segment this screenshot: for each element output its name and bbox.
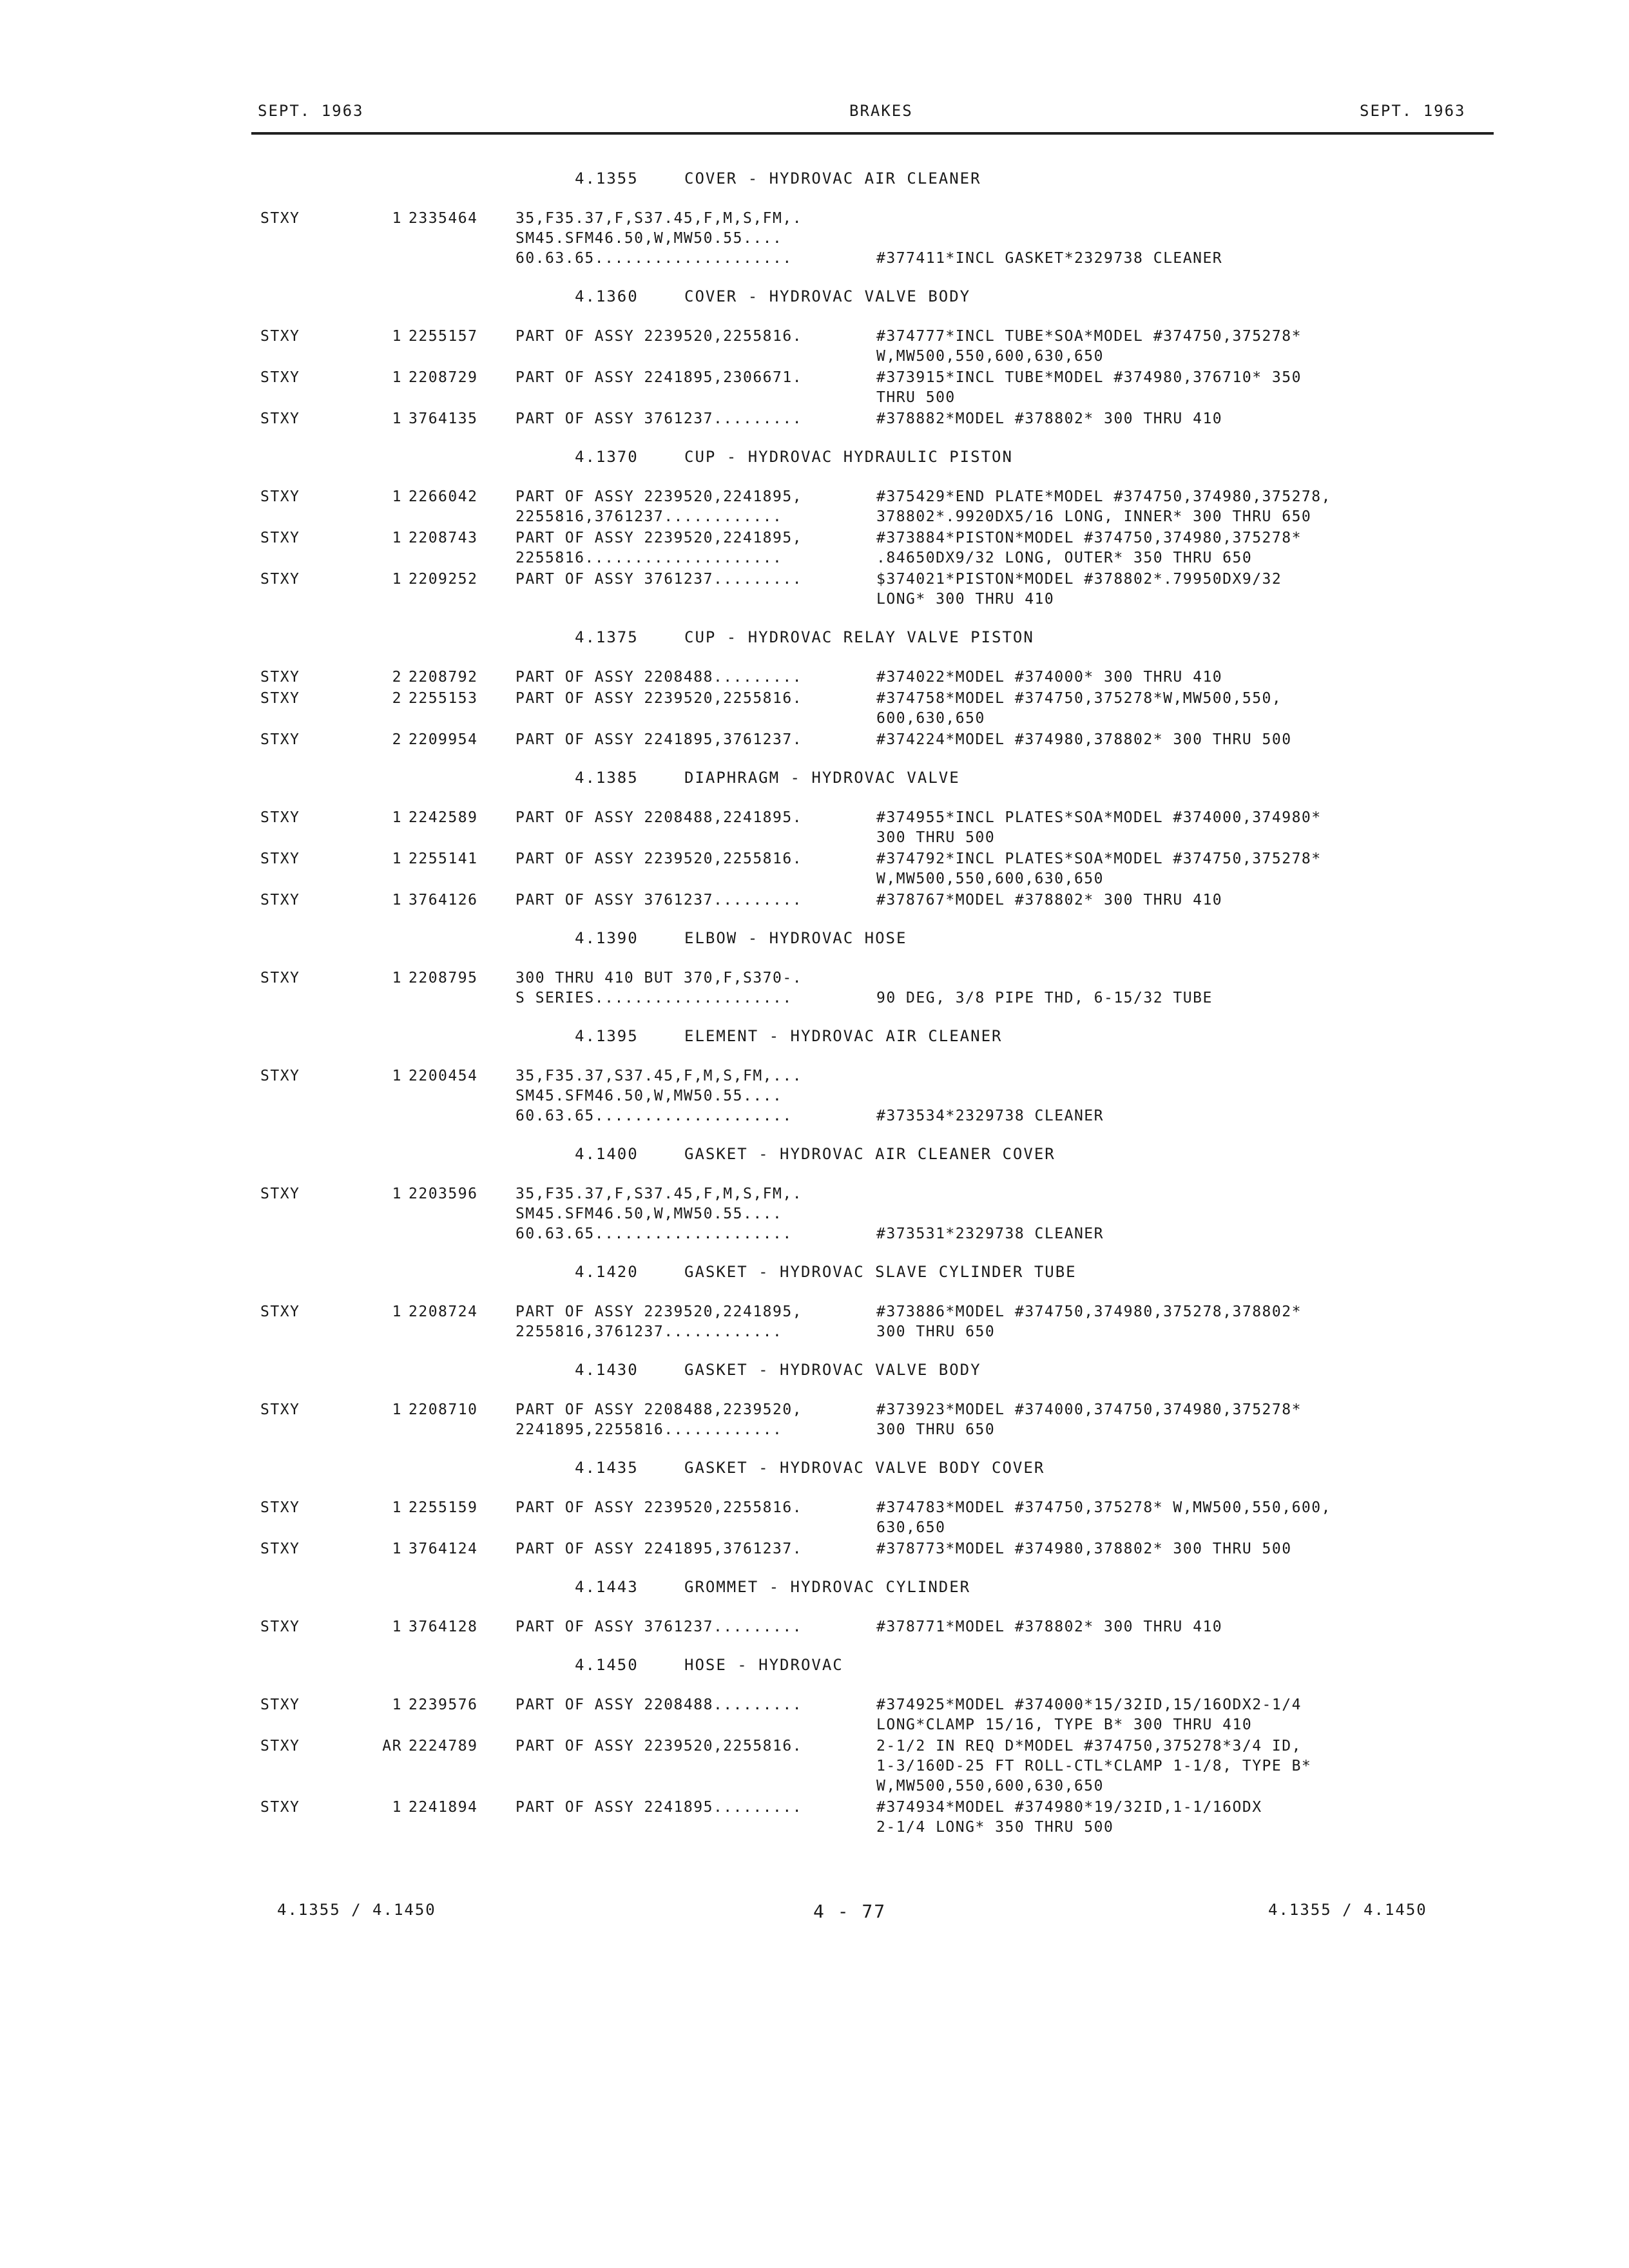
application-line: 35,F35.37,F,S37.45,F,M,S,FM,. xyxy=(516,1186,803,1202)
part-number: 2255141 xyxy=(409,850,478,867)
part-number: 2242589 xyxy=(409,809,478,826)
quantity: 1 xyxy=(392,571,402,588)
description-line xyxy=(876,1204,1104,1224)
description xyxy=(876,528,1302,568)
part-row xyxy=(0,570,1629,610)
application-line: 60.63.65.................... xyxy=(516,250,793,267)
description xyxy=(876,327,1302,367)
section-title: COVER - HYDROVAC AIR CLEANER xyxy=(684,169,981,187)
application-line: S SERIES.................... xyxy=(516,990,793,1006)
description-line: 600,630,650 xyxy=(876,710,985,727)
part-row xyxy=(0,528,1629,568)
section-heading xyxy=(575,1019,1629,1053)
part-row xyxy=(0,1498,1629,1538)
description xyxy=(876,849,1322,889)
part-number: 2200454 xyxy=(409,1068,478,1084)
application-line: PART OF ASSY 2239520,2241895, xyxy=(516,530,803,546)
section xyxy=(0,760,1629,921)
application-line: 300 THRU 410 BUT 370,F,S370-. xyxy=(516,970,803,986)
vehicle-code: STXY xyxy=(260,530,300,546)
section-spacer xyxy=(0,1128,1629,1137)
section-number: 4.1375 xyxy=(575,628,639,646)
part-number: 2208724 xyxy=(409,1303,478,1320)
section xyxy=(0,1352,1629,1450)
quantity: 2 xyxy=(392,690,402,707)
description-line: #375429*END PLATE*MODEL #374750,374980,375278, xyxy=(876,488,1331,505)
header-right-date: SEPT. 1963 xyxy=(1360,102,1466,120)
description-line: W,MW500,550,600,630,650 xyxy=(876,1778,1104,1794)
part-number: 2208743 xyxy=(409,530,478,546)
part-row xyxy=(0,968,1629,1008)
section-title: COVER - HYDROVAC VALVE BODY xyxy=(684,287,971,305)
description-line: LONG*CLAMP 15/16, TYPE B* 300 THRU 410 xyxy=(876,1716,1253,1733)
section-title: GASKET - HYDROVAC VALVE BODY COVER xyxy=(684,1459,1045,1477)
section xyxy=(0,1450,1629,1570)
section-heading xyxy=(575,760,1629,795)
section xyxy=(0,439,1629,620)
description xyxy=(876,1302,1302,1342)
part-row xyxy=(0,689,1629,729)
application-line: 60.63.65.................... xyxy=(516,1225,793,1242)
part-number: 2255159 xyxy=(409,1499,478,1516)
description-line: #373884*PISTON*MODEL #374750,374980,375278* xyxy=(876,530,1302,546)
part-number: 2241894 xyxy=(409,1799,478,1816)
footer-right-range: 4.1355 / 4.1450 xyxy=(1268,1901,1427,1919)
description-line xyxy=(876,229,1222,249)
section xyxy=(0,1648,1629,1848)
section-heading xyxy=(575,1137,1629,1171)
header-title: BRAKES xyxy=(849,102,913,120)
quantity: 1 xyxy=(392,1696,402,1713)
description xyxy=(876,1498,1331,1538)
part-row xyxy=(0,368,1629,408)
footer-left-range: 4.1355 / 4.1450 xyxy=(277,1901,436,1919)
quantity: 1 xyxy=(392,1799,402,1816)
section-spacer xyxy=(0,611,1629,620)
application-line: 35,F35.37,F,S37.45,F,M,S,FM,. xyxy=(516,210,803,227)
description xyxy=(876,808,1322,848)
application-line: PART OF ASSY 3761237......... xyxy=(516,410,803,427)
description-line: #378771*MODEL #378802* 300 THRU 410 xyxy=(876,1619,1223,1635)
application-line: 2255816.................... xyxy=(516,550,783,566)
section-spacer xyxy=(0,1839,1629,1848)
part-number: 2208795 xyxy=(409,970,478,986)
section-number: 4.1400 xyxy=(575,1145,639,1163)
description-line: 300 THRU 650 xyxy=(876,1421,996,1438)
description-line: #374783*MODEL #374750,375278* W,MW500,550,600, xyxy=(876,1499,1331,1516)
description-line: W,MW500,550,600,630,650 xyxy=(876,870,1104,887)
description-line xyxy=(876,1066,1104,1086)
description-line: LONG* 300 THRU 410 xyxy=(876,591,1055,608)
description-line: 378802*.9920DX5/16 LONG, INNER* 300 THRU 650 xyxy=(876,508,1312,525)
section-heading xyxy=(575,921,1629,956)
description-line xyxy=(876,209,1222,229)
vehicle-code: STXY xyxy=(260,809,300,826)
application-line: PART OF ASSY 2239520,2255816. xyxy=(516,328,803,345)
part-row xyxy=(0,890,1629,910)
part-row xyxy=(0,1184,1629,1244)
part-row xyxy=(0,1695,1629,1735)
section-title: GROMMET - HYDROVAC CYLINDER xyxy=(684,1578,971,1596)
application-line: PART OF ASSY 2239520,2255816. xyxy=(516,850,803,867)
vehicle-code: STXY xyxy=(260,970,300,986)
description-line xyxy=(876,1086,1104,1106)
quantity: AR xyxy=(382,1738,402,1754)
part-row xyxy=(0,1302,1629,1342)
vehicle-code: STXY xyxy=(260,850,300,867)
application-line: PART OF ASSY 2208488......... xyxy=(516,669,803,686)
description-line: W,MW500,550,600,630,650 xyxy=(876,348,1104,365)
part-number: 2203596 xyxy=(409,1186,478,1202)
quantity: 1 xyxy=(392,328,402,345)
part-number: 2208710 xyxy=(409,1401,478,1418)
description-line: #378773*MODEL #374980,378802* 300 THRU 500 xyxy=(876,1541,1292,1557)
part-number: 2255157 xyxy=(409,328,478,345)
vehicle-code: STXY xyxy=(260,210,300,227)
vehicle-code: STXY xyxy=(260,488,300,505)
vehicle-code: STXY xyxy=(260,1619,300,1635)
application-line: PART OF ASSY 2239520,2255816. xyxy=(516,1738,803,1754)
description-line: #374934*MODEL #374980*19/32ID,1-1/16ODX xyxy=(876,1799,1262,1816)
section xyxy=(0,1254,1629,1352)
application-line: PART OF ASSY 2241895,3761237. xyxy=(516,731,803,748)
quantity: 1 xyxy=(392,850,402,867)
description-line: #374224*MODEL #374980,378802* 300 THRU 500 xyxy=(876,731,1292,748)
section-spacer xyxy=(0,912,1629,921)
section-spacer xyxy=(0,1561,1629,1570)
section-number: 4.1450 xyxy=(575,1656,639,1674)
part-number: 2239576 xyxy=(409,1696,478,1713)
part-row xyxy=(0,487,1629,527)
description xyxy=(876,1798,1262,1838)
vehicle-code: STXY xyxy=(260,690,300,707)
description-line: #373531*2329738 CLEANER xyxy=(876,1225,1104,1242)
part-number: 2208792 xyxy=(409,669,478,686)
description xyxy=(876,1184,1104,1244)
vehicle-code: STXY xyxy=(260,892,300,908)
section-title: GASKET - HYDROVAC VALVE BODY xyxy=(684,1361,981,1379)
quantity: 1 xyxy=(392,1541,402,1557)
section-heading xyxy=(575,1254,1629,1289)
section-heading xyxy=(575,1450,1629,1485)
section xyxy=(0,1137,1629,1254)
section-spacer xyxy=(0,1343,1629,1352)
part-row xyxy=(0,1400,1629,1440)
description-line: #374022*MODEL #374000* 300 THRU 410 xyxy=(876,669,1223,686)
part-number: 3764135 xyxy=(409,410,478,427)
description xyxy=(876,570,1282,610)
vehicle-code: STXY xyxy=(260,571,300,588)
section-number: 4.1360 xyxy=(575,287,639,305)
section-title: ELBOW - HYDROVAC HOSE xyxy=(684,929,907,947)
part-row xyxy=(0,730,1629,750)
application-line: SM45.SFM46.50,W,MW50.55.... xyxy=(516,1088,783,1104)
section-heading xyxy=(575,620,1629,655)
section-title: DIAPHRAGM - HYDROVAC VALVE xyxy=(684,769,960,787)
part-number: 2266042 xyxy=(409,488,478,505)
vehicle-code: STXY xyxy=(260,669,300,686)
part-row xyxy=(0,1798,1629,1838)
application-line: 2255816,3761237............ xyxy=(516,1323,783,1340)
header-left-date: SEPT. 1963 xyxy=(258,102,364,120)
quantity: 1 xyxy=(392,1068,402,1084)
application-line: PART OF ASSY 3761237......... xyxy=(516,1619,803,1635)
description xyxy=(876,409,1222,429)
header-rule xyxy=(251,132,1494,135)
description-line: .84650DX9/32 LONG, OUTER* 350 THRU 650 xyxy=(876,550,1253,566)
description-line: #373534*2329738 CLEANER xyxy=(876,1108,1104,1124)
description-line: #374792*INCL PLATES*SOA*MODEL #374750,375278* xyxy=(876,850,1322,867)
description xyxy=(876,1066,1104,1126)
section-heading xyxy=(575,161,1629,196)
section xyxy=(0,279,1629,439)
description-line: 90 DEG, 3/8 PIPE THD, 6-15/32 TUBE xyxy=(876,990,1213,1006)
description xyxy=(876,209,1222,269)
application-line: 2241895,2255816............ xyxy=(516,1421,783,1438)
quantity: 1 xyxy=(392,369,402,386)
vehicle-code: STXY xyxy=(260,1186,300,1202)
quantity: 2 xyxy=(392,669,402,686)
vehicle-code: STXY xyxy=(260,1738,300,1754)
description-line: #377411*INCL GASKET*2329738 CLEANER xyxy=(876,250,1223,267)
vehicle-code: STXY xyxy=(260,1499,300,1516)
application-line: PART OF ASSY 2239520,2241895, xyxy=(516,488,803,505)
quantity: 1 xyxy=(392,1619,402,1635)
description-line: 1-3/160D-25 FT ROLL-CTL*CLAMP 1-1/8, TYPE B* xyxy=(876,1758,1312,1774)
description-line: 300 THRU 500 xyxy=(876,829,996,846)
section xyxy=(0,1019,1629,1137)
section-title: CUP - HYDROVAC RELAY VALVE PISTON xyxy=(684,628,1034,646)
section xyxy=(0,161,1629,279)
quantity: 1 xyxy=(392,488,402,505)
section-title: GASKET - HYDROVAC SLAVE CYLINDER TUBE xyxy=(684,1263,1077,1281)
section-number: 4.1395 xyxy=(575,1027,639,1045)
part-row xyxy=(0,409,1629,429)
description-line: #374758*MODEL #374750,375278*W,MW500,550, xyxy=(876,690,1282,707)
vehicle-code: STXY xyxy=(260,328,300,345)
page-number: 4 - 77 xyxy=(813,1901,887,1922)
section-spacer xyxy=(0,270,1629,279)
part-number: 2209252 xyxy=(409,571,478,588)
quantity: 1 xyxy=(392,530,402,546)
application-line: 60.63.65.................... xyxy=(516,1108,793,1124)
section xyxy=(0,1570,1629,1648)
part-number: 2224789 xyxy=(409,1738,478,1754)
description xyxy=(876,368,1302,408)
vehicle-code: STXY xyxy=(260,1541,300,1557)
section-title: GASKET - HYDROVAC AIR CLEANER COVER xyxy=(684,1145,1055,1163)
vehicle-code: STXY xyxy=(260,731,300,748)
section-spacer xyxy=(0,430,1629,439)
description-line: #374777*INCL TUBE*SOA*MODEL #374750,375278* xyxy=(876,328,1302,345)
description xyxy=(876,668,1222,687)
vehicle-code: STXY xyxy=(260,1303,300,1320)
section-number: 4.1435 xyxy=(575,1459,639,1477)
description-line: #378767*MODEL #378802* 300 THRU 410 xyxy=(876,892,1223,908)
description-line: $374021*PISTON*MODEL #378802*.79950DX9/32 xyxy=(876,571,1282,588)
description xyxy=(876,1695,1302,1735)
application-line: 2255816,3761237............ xyxy=(516,508,783,525)
application-line: PART OF ASSY 2239520,2255816. xyxy=(516,1499,803,1516)
description-line: 630,650 xyxy=(876,1519,946,1536)
description-line: 2-1/2 IN REQ D*MODEL #374750,375278*3/4 ID, xyxy=(876,1738,1302,1754)
description-line: 300 THRU 650 xyxy=(876,1323,996,1340)
part-row xyxy=(0,1539,1629,1559)
description xyxy=(876,1736,1311,1796)
quantity: 1 xyxy=(392,210,402,227)
section-heading xyxy=(575,1648,1629,1682)
description-line: #378882*MODEL #378802* 300 THRU 410 xyxy=(876,410,1223,427)
section-heading xyxy=(575,1352,1629,1387)
vehicle-code: STXY xyxy=(260,410,300,427)
section xyxy=(0,921,1629,1019)
part-number: 3764128 xyxy=(409,1619,478,1635)
section-number: 4.1430 xyxy=(575,1361,639,1379)
vehicle-code: STXY xyxy=(260,1696,300,1713)
parts-list xyxy=(0,161,1629,1848)
section-heading xyxy=(575,439,1629,474)
quantity: 1 xyxy=(392,809,402,826)
description xyxy=(876,1539,1292,1559)
application-line: 35,F35.37,S37.45,F,M,S,FM,... xyxy=(516,1068,803,1084)
description xyxy=(876,1400,1302,1440)
vehicle-code: STXY xyxy=(260,1401,300,1418)
description-line xyxy=(876,968,1213,988)
vehicle-code: STXY xyxy=(260,369,300,386)
section-number: 4.1390 xyxy=(575,929,639,947)
application-line: PART OF ASSY 2241895,3761237. xyxy=(516,1541,803,1557)
section-number: 4.1420 xyxy=(575,1263,639,1281)
part-number: 2208729 xyxy=(409,369,478,386)
application-line: PART OF ASSY 3761237......... xyxy=(516,892,803,908)
quantity: 2 xyxy=(392,731,402,748)
part-row xyxy=(0,1736,1629,1796)
part-row xyxy=(0,808,1629,848)
description xyxy=(876,730,1292,750)
section-spacer xyxy=(0,1010,1629,1019)
description-line: #373923*MODEL #374000,374750,374980,375278* xyxy=(876,1401,1302,1418)
application-line: SM45.SFM46.50,W,MW50.55.... xyxy=(516,1206,783,1222)
section-spacer xyxy=(0,1441,1629,1450)
vehicle-code: STXY xyxy=(260,1068,300,1084)
part-number: 2255153 xyxy=(409,690,478,707)
section-title: ELEMENT - HYDROVAC AIR CLEANER xyxy=(684,1027,1003,1045)
quantity: 1 xyxy=(392,1186,402,1202)
part-number: 2335464 xyxy=(409,210,478,227)
application-line: PART OF ASSY 2208488,2239520, xyxy=(516,1401,803,1418)
part-number: 3764124 xyxy=(409,1541,478,1557)
quantity: 1 xyxy=(392,1499,402,1516)
section-number: 4.1385 xyxy=(575,769,639,787)
quantity: 1 xyxy=(392,970,402,986)
description-line xyxy=(876,1184,1104,1204)
quantity: 1 xyxy=(392,1303,402,1320)
quantity: 1 xyxy=(392,410,402,427)
part-row xyxy=(0,209,1629,269)
application-line: PART OF ASSY 2208488,2241895. xyxy=(516,809,803,826)
part-row xyxy=(0,1066,1629,1126)
section-spacer xyxy=(0,751,1629,760)
application-line: PART OF ASSY 3761237......... xyxy=(516,571,803,588)
description-line: #374955*INCL PLATES*SOA*MODEL #374000,374980* xyxy=(876,809,1322,826)
description-line: THRU 500 xyxy=(876,389,956,406)
quantity: 1 xyxy=(392,892,402,908)
part-row xyxy=(0,668,1629,687)
part-number: 3764126 xyxy=(409,892,478,908)
section-number: 4.1370 xyxy=(575,448,639,466)
application-line: PART OF ASSY 2239520,2255816. xyxy=(516,690,803,707)
section-title: CUP - HYDROVAC HYDRAULIC PISTON xyxy=(684,448,1013,466)
description-line: #373886*MODEL #374750,374980,375278,378802* xyxy=(876,1303,1302,1320)
section-heading xyxy=(575,1570,1629,1604)
quantity: 1 xyxy=(392,1401,402,1418)
description xyxy=(876,890,1222,910)
section-spacer xyxy=(0,1639,1629,1648)
description xyxy=(876,689,1282,729)
section-number: 4.1443 xyxy=(575,1578,639,1596)
description-line: #374925*MODEL #374000*15/32ID,15/16ODX2-1/4 xyxy=(876,1696,1302,1713)
application-line: SM45.SFM46.50,W,MW50.55.... xyxy=(516,230,783,247)
section-heading xyxy=(575,279,1629,314)
part-row xyxy=(0,327,1629,367)
part-row xyxy=(0,1617,1629,1637)
part-number: 2209954 xyxy=(409,731,478,748)
description-line: 2-1/4 LONG* 350 THRU 500 xyxy=(876,1819,1114,1836)
application-line: PART OF ASSY 2208488......... xyxy=(516,1696,803,1713)
description xyxy=(876,968,1213,1008)
part-row xyxy=(0,849,1629,889)
description-line: #373915*INCL TUBE*MODEL #374980,376710* 350 xyxy=(876,369,1302,386)
application-line: PART OF ASSY 2241895,2306671. xyxy=(516,369,803,386)
vehicle-code: STXY xyxy=(260,1799,300,1816)
application-line: PART OF ASSY 2239520,2241895, xyxy=(516,1303,803,1320)
section-spacer xyxy=(0,1245,1629,1254)
section xyxy=(0,620,1629,760)
section-title: HOSE - HYDROVAC xyxy=(684,1656,843,1674)
description xyxy=(876,487,1331,527)
description xyxy=(876,1617,1222,1637)
section-number: 4.1355 xyxy=(575,169,639,187)
application-line: PART OF ASSY 2241895......... xyxy=(516,1799,803,1816)
